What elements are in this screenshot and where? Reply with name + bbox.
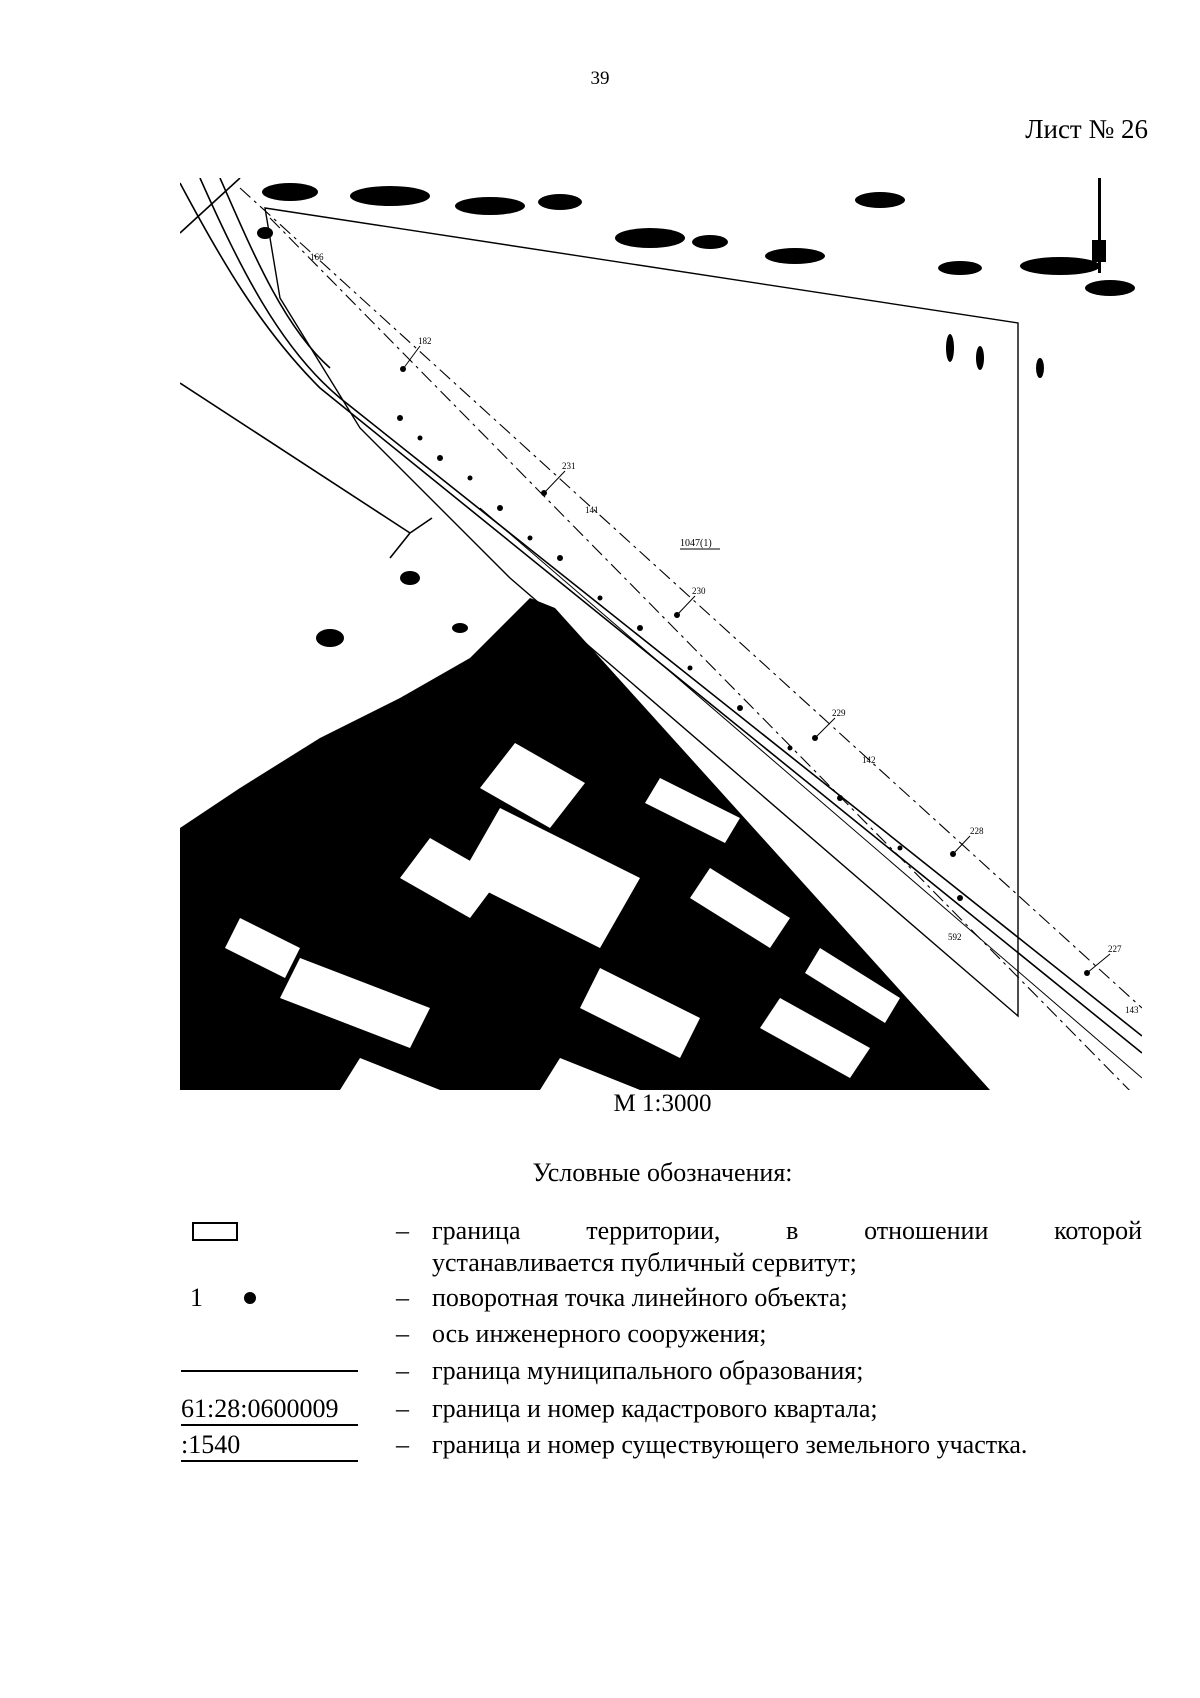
label-pt-141: 141: [585, 505, 599, 515]
map-canvas: [180, 178, 1142, 1090]
label-pt-top: 166: [310, 252, 324, 262]
label-pt-229: 229: [832, 708, 846, 718]
legend-text: граница территории, в отношении которой: [432, 1216, 1142, 1245]
label-pt-230: 230: [692, 586, 706, 596]
parcel-label[interactable]: [680, 538, 720, 549]
legend-dash: –: [396, 1430, 409, 1459]
servitude-boundary-symbol: [192, 1222, 238, 1241]
aerial-top-blobs: [257, 178, 1135, 647]
label-pt-592: 592: [948, 932, 962, 942]
legend-dash: –: [396, 1319, 409, 1348]
legend-dash: –: [396, 1394, 409, 1423]
turning-point-number: 1: [190, 1283, 203, 1312]
legend-text: устанавливается публичный сервитут;: [432, 1248, 857, 1277]
label-pt-231: 231: [562, 461, 576, 471]
label-pt-227: 227: [1108, 944, 1122, 954]
page-number: 39: [590, 68, 610, 89]
legend-text: граница муниципального образования;: [432, 1356, 864, 1385]
legend-text: поворотная точка линейного объекта;: [432, 1283, 848, 1312]
aerial-dark-area: [180, 598, 990, 1090]
legend-text: граница и номер существующего земельного участка.: [432, 1430, 1028, 1459]
label-pt-182: 182: [418, 336, 432, 346]
map-scale: М 1:3000: [613, 1090, 712, 1117]
label-pt-143: 143: [1125, 1005, 1139, 1015]
legend-dash: –: [396, 1356, 409, 1385]
parcel-number: 1047(1): [680, 538, 712, 549]
label-pt-228: 228: [970, 826, 984, 836]
legend-dash: –: [396, 1216, 409, 1245]
legend-text: граница и номер кадастрового квартала;: [432, 1394, 878, 1423]
existing-parcel-number: :1540: [181, 1430, 358, 1462]
cadastral-quarter-number: 61:28:0600009: [181, 1394, 358, 1426]
turning-point-dot-icon: [244, 1292, 256, 1304]
legend-title: Условные обозначения:: [532, 1158, 793, 1187]
label-pt-142: 142: [862, 755, 876, 765]
legend-text: ось инженерного сооружения;: [432, 1319, 767, 1348]
legend-dash: –: [396, 1283, 409, 1312]
municipal-boundary-symbol: [181, 1370, 358, 1372]
map-view[interactable]: [180, 178, 1142, 1090]
sheet-title: Лист № 26: [1025, 114, 1148, 144]
